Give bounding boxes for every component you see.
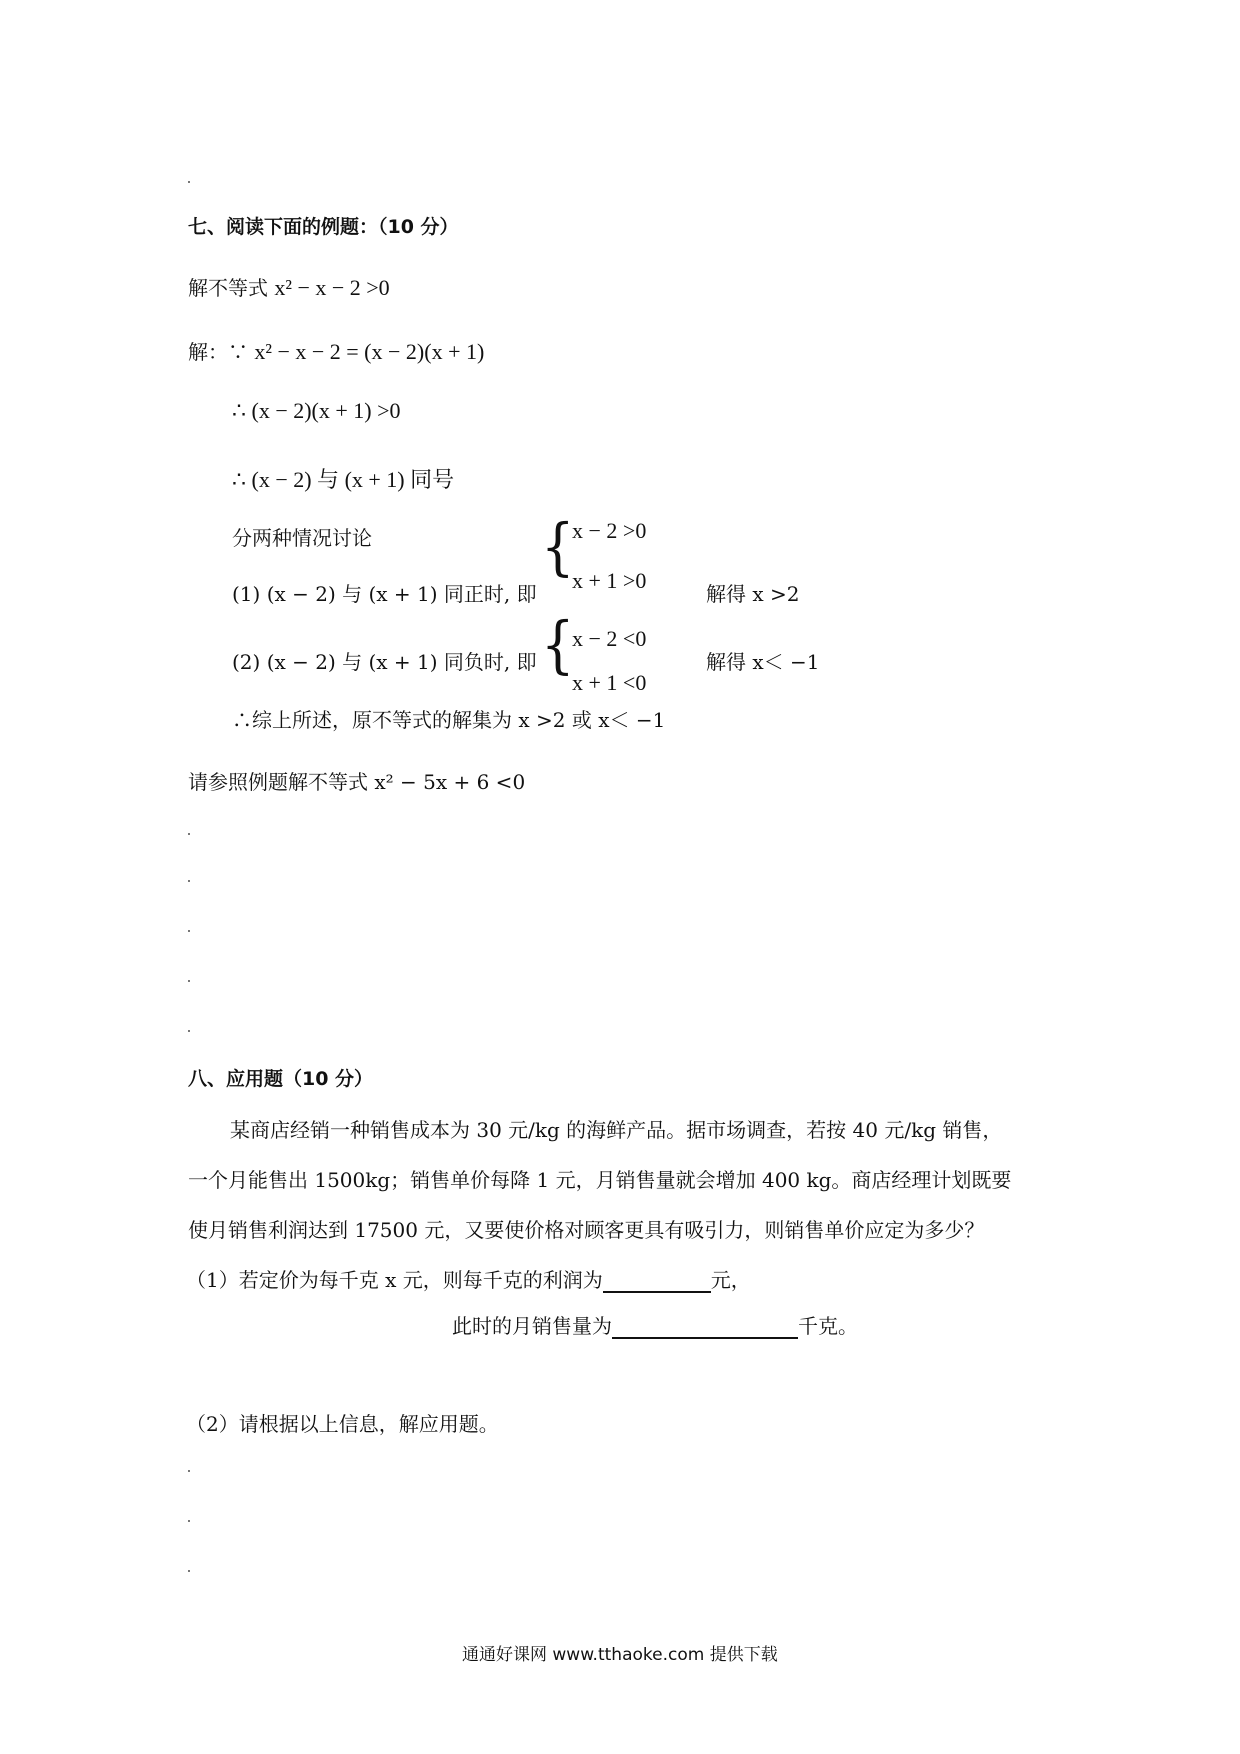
case1-brace: { (540, 510, 575, 583)
question1b-suffix: 千克。 (798, 1314, 858, 1338)
case2-brace: { (540, 608, 575, 681)
scan-dot (188, 1470, 190, 1472)
case2-eq2: x + 1 <0 (572, 670, 647, 695)
question2-line: （2）请根据以上信息，解应用题。 (186, 1412, 499, 1436)
scan-dot (188, 1570, 190, 1572)
scan-dot (188, 833, 190, 835)
scan-dot (188, 880, 190, 882)
sales-volume-blank[interactable] (612, 1315, 798, 1339)
case2-result: 解得 x＜ −1 (706, 650, 820, 674)
solution-prefix: 解：∵ (188, 340, 255, 364)
footer-text: 通通好课网 www.tthaoke.com 提供下载 (462, 1645, 778, 1665)
scan-dot (188, 1520, 190, 1522)
case1-eq1: x − 2 >0 (572, 518, 647, 543)
case2-eq1: x − 2 <0 (572, 626, 647, 651)
question1-suffix: 元， (710, 1268, 751, 1292)
problem-prefix: 解不等式 (188, 276, 275, 300)
section7-heading: 七、阅读下面的例题：（10 分） (188, 216, 459, 238)
case1-result: 解得 x >2 (706, 582, 800, 606)
same-sign-line (232, 463, 454, 494)
solution-factor: x² − x − 2 = (x − 2)(x + 1) (254, 339, 485, 364)
scan-dot (188, 181, 190, 183)
question1b-prefix: 此时的月销售量为 (452, 1314, 612, 1338)
case2-label: (2) (x − 2) 与 (x + 1) 同负时, 即 (232, 650, 537, 674)
paragraph-line-2: 一个月能售出 1500kg；销售单价每降 1 元，月销售量就会增加 400 kg。商店经理计划既要 (188, 1168, 1012, 1192)
scan-dot (188, 1030, 190, 1032)
problem-math: x² − x − 2 >0 (274, 275, 390, 300)
profit-blank[interactable] (603, 1269, 711, 1293)
paragraph-line-1: 某商店经销一种销售成本为 30 元/kg 的海鲜产品。据市场调查，若按 40 元/kg 销售， (230, 1118, 1003, 1142)
discuss-text: 分两种情况讨论 (232, 526, 372, 550)
solution-line (188, 336, 484, 365)
task-line: 请参照例题解不等式 x² − 5x + 6 <0 (188, 770, 526, 794)
section8-heading: 八、应用题（10 分） (188, 1068, 374, 1090)
case1-eq2: x + 1 >0 (572, 568, 647, 593)
scan-dot (188, 930, 190, 932)
question1-line (186, 1264, 751, 1293)
case1-label: (1) (x − 2) 与 (x + 1) 同正时, 即 (232, 582, 537, 606)
same-sign-b: (x + 1) 同号 (344, 467, 455, 492)
problem-line (188, 272, 390, 301)
product-inequality: ∴ (x − 2)(x + 1) >0 (232, 398, 401, 423)
same-sign-a: ∴ (x − 2) 与 (232, 467, 345, 492)
question1b-line (452, 1310, 858, 1339)
scan-dot (188, 980, 190, 982)
conclusion-line: ∴综上所述，原不等式的解集为 x >2 或 x＜ −1 (232, 708, 666, 732)
paragraph-line-3: 使月销售利润达到 17500 元，又要使价格对顾客更具有吸引力，则销售单价应定为多少？ (188, 1218, 985, 1242)
question1-prefix: （1）若定价为每千克 x 元，则每千克的利润为 (186, 1268, 603, 1292)
